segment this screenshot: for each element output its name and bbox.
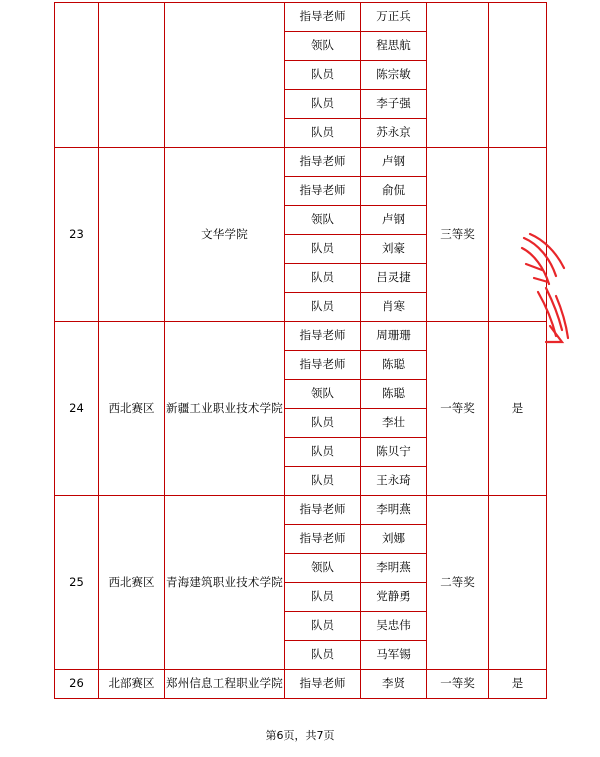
- cell-region: 北部赛区: [99, 670, 165, 699]
- table-row: [55, 496, 547, 525]
- cell-person-name: 刘豪: [361, 235, 427, 264]
- cell-award: 一等奖: [427, 670, 489, 699]
- cell-role: 指导老师: [285, 3, 361, 32]
- cell-role: 队员: [285, 583, 361, 612]
- cell-role: 队员: [285, 293, 361, 322]
- cell-role: 队员: [285, 438, 361, 467]
- cell-person-name: 陈宗敏: [361, 61, 427, 90]
- cell-region: 西北赛区: [99, 496, 165, 670]
- cell-flag: [489, 496, 547, 670]
- cell-serial-number: [55, 3, 99, 148]
- cell-person-name: 吕灵捷: [361, 264, 427, 293]
- cell-role: 队员: [285, 641, 361, 670]
- cell-role: 指导老师: [285, 148, 361, 177]
- cell-serial-number: 26: [55, 670, 99, 699]
- page-footer: 第6页，共7页: [265, 729, 335, 742]
- cell-region: [99, 3, 165, 148]
- cell-role: 队员: [285, 409, 361, 438]
- cell-person-name: 李壮: [361, 409, 427, 438]
- cell-person-name: 卢钢: [361, 206, 427, 235]
- cell-role: 指导老师: [285, 496, 361, 525]
- cell-role: 队员: [285, 119, 361, 148]
- cell-award: 三等奖: [427, 148, 489, 322]
- cell-person-name: 王永琦: [361, 467, 427, 496]
- cell-role: 指导老师: [285, 177, 361, 206]
- table-row: [55, 322, 547, 351]
- cell-role: 领队: [285, 380, 361, 409]
- cell-person-name: 俞侃: [361, 177, 427, 206]
- cell-school: 郑州信息工程职业学院: [165, 670, 285, 699]
- cell-person-name: 李子强: [361, 90, 427, 119]
- cell-role: 指导老师: [285, 525, 361, 554]
- cell-role: 领队: [285, 206, 361, 235]
- cell-person-name: 吴忠伟: [361, 612, 427, 641]
- table-row: [55, 670, 547, 699]
- cell-person-name: 卢钢: [361, 148, 427, 177]
- document-page: [0, 2, 600, 757]
- cell-flag: 是: [489, 670, 547, 699]
- cell-role: 指导老师: [285, 322, 361, 351]
- cell-role: 指导老师: [285, 670, 361, 699]
- award-table: [54, 2, 547, 699]
- cell-person-name: 李明燕: [361, 554, 427, 583]
- cell-region: 西北赛区: [99, 322, 165, 496]
- table-row: [55, 148, 547, 177]
- cell-school: 新疆工业职业技术学院: [165, 322, 285, 496]
- cell-person-name: 陈聪: [361, 351, 427, 380]
- cell-person-name: 肖寒: [361, 293, 427, 322]
- cell-person-name: 万正兵: [361, 3, 427, 32]
- cell-role: 队员: [285, 612, 361, 641]
- cell-school: [165, 3, 285, 148]
- cell-role: 队员: [285, 235, 361, 264]
- cell-region: [99, 148, 165, 322]
- cell-person-name: 李明燕: [361, 496, 427, 525]
- cell-person-name: 党静勇: [361, 583, 427, 612]
- cell-person-name: 李贤: [361, 670, 427, 699]
- cell-award: 一等奖: [427, 322, 489, 496]
- cell-role: 队员: [285, 467, 361, 496]
- cell-flag: 是: [489, 322, 547, 496]
- cell-person-name: 周珊珊: [361, 322, 427, 351]
- cell-role: 队员: [285, 90, 361, 119]
- cell-serial-number: 25: [55, 496, 99, 670]
- cell-role: 指导老师: [285, 351, 361, 380]
- cell-person-name: 程思航: [361, 32, 427, 61]
- cell-role: 领队: [285, 554, 361, 583]
- cell-role: 领队: [285, 32, 361, 61]
- cell-person-name: 苏永京: [361, 119, 427, 148]
- table-row: [55, 3, 547, 32]
- cell-school: 文华学院: [165, 148, 285, 322]
- award-table-body: [55, 3, 547, 699]
- cell-flag: [489, 3, 547, 148]
- cell-person-name: 刘娜: [361, 525, 427, 554]
- cell-role: 队员: [285, 61, 361, 90]
- cell-flag: [489, 148, 547, 322]
- cell-person-name: 马军锡: [361, 641, 427, 670]
- cell-person-name: 陈贝宁: [361, 438, 427, 467]
- cell-serial-number: 24: [55, 322, 99, 496]
- cell-person-name: 陈聪: [361, 380, 427, 409]
- cell-school: 青海建筑职业技术学院: [165, 496, 285, 670]
- cell-role: 队员: [285, 264, 361, 293]
- cell-award: 二等奖: [427, 496, 489, 670]
- cell-serial-number: 23: [55, 148, 99, 322]
- cell-award: [427, 3, 489, 148]
